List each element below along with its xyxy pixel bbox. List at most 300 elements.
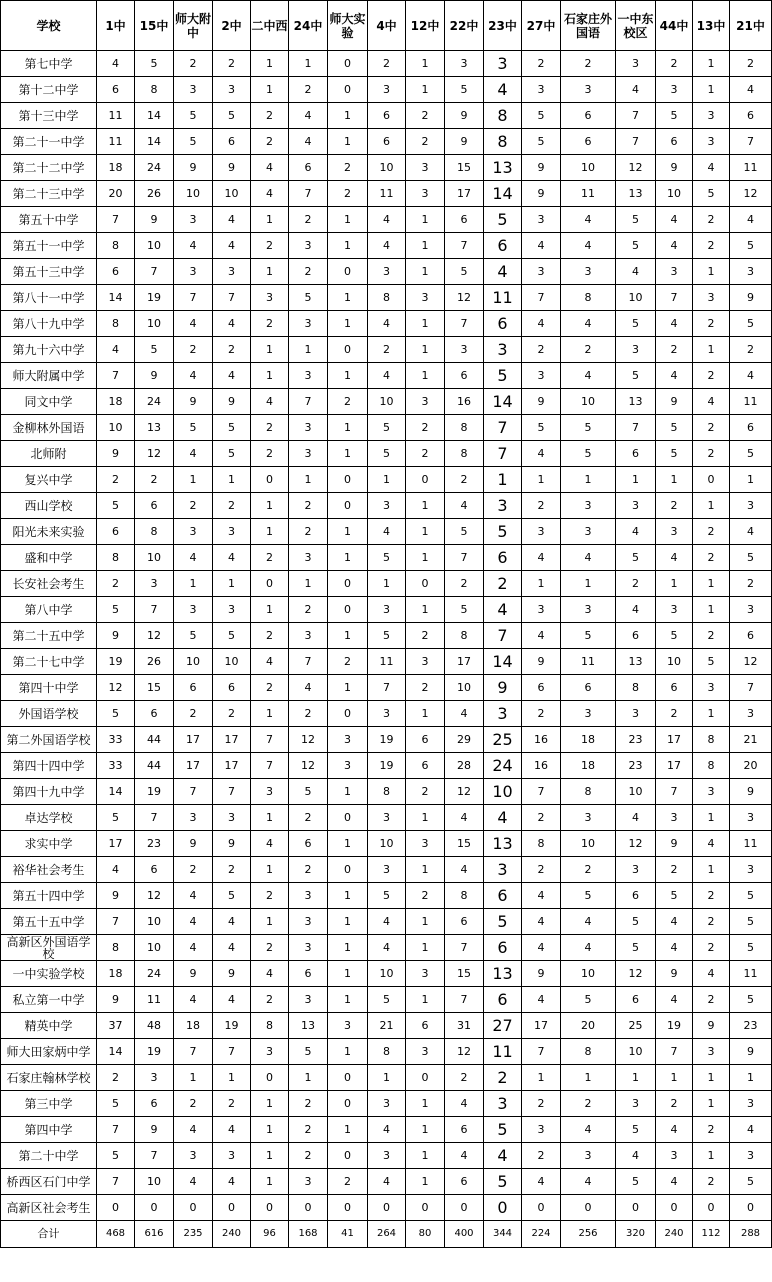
table-row [1, 1013, 772, 1039]
quota-cell: 4 [561, 233, 616, 259]
quota-cell: 48 [135, 1013, 174, 1039]
quota-cell: 3 [693, 285, 730, 311]
quota-cell: 26 [135, 181, 174, 207]
quota-cell: 5 [484, 363, 522, 389]
school-name-cell: 一中实验学校 [1, 961, 97, 987]
quota-cell: 1 [693, 1065, 730, 1091]
column-header: 一中东校区 [616, 1, 656, 51]
quota-cell: 7 [97, 909, 135, 935]
quota-cell: 1 [328, 233, 368, 259]
quota-cell: 4 [561, 1117, 616, 1143]
quota-cell: 11 [561, 181, 616, 207]
quota-cell: 4 [656, 207, 693, 233]
table-row [1, 1143, 772, 1169]
column-header: 师大附中 [174, 1, 213, 51]
quota-cell: 2 [561, 857, 616, 883]
quota-cell: 4 [693, 155, 730, 181]
quota-cell: 4 [368, 233, 406, 259]
quota-cell: 4 [522, 883, 561, 909]
quota-cell: 3 [656, 805, 693, 831]
quota-cell: 23 [616, 727, 656, 753]
quota-cell: 2 [656, 51, 693, 77]
quota-cell: 5 [616, 363, 656, 389]
quota-cell: 1 [693, 857, 730, 883]
quota-cell: 1 [406, 909, 445, 935]
quota-cell: 3 [561, 77, 616, 103]
quota-cell: 7 [213, 285, 251, 311]
quota-cell: 9 [522, 649, 561, 675]
quota-cell: 15 [445, 155, 484, 181]
quota-cell: 3 [522, 597, 561, 623]
quota-cell: 24 [135, 155, 174, 181]
quota-cell: 19 [135, 779, 174, 805]
quota-cell: 2 [251, 311, 289, 337]
quota-cell: 10 [135, 935, 174, 961]
quota-cell: 10 [656, 181, 693, 207]
quota-cell: 2 [693, 987, 730, 1013]
quota-cell: 3 [289, 363, 328, 389]
quota-cell: 3 [693, 103, 730, 129]
quota-cell: 4 [174, 363, 213, 389]
school-name-cell: 裕华社会考生 [1, 857, 97, 883]
quota-cell: 5 [730, 545, 772, 571]
table-row [1, 675, 772, 701]
quota-cell: 4 [251, 831, 289, 857]
quota-cell: 19 [135, 1039, 174, 1065]
quota-cell: 1 [251, 909, 289, 935]
quota-cell: 14 [484, 181, 522, 207]
quota-cell: 8 [445, 623, 484, 649]
quota-cell: 19 [656, 1013, 693, 1039]
quota-cell: 1 [616, 1065, 656, 1091]
quota-cell: 11 [730, 389, 772, 415]
quota-cell: 1 [328, 831, 368, 857]
quota-cell: 4 [368, 1117, 406, 1143]
quota-cell: 9 [730, 779, 772, 805]
quota-cell: 1 [656, 571, 693, 597]
quota-cell: 24 [484, 753, 522, 779]
quota-cell: 3 [368, 857, 406, 883]
quota-cell: 19 [368, 727, 406, 753]
quota-cell: 1 [693, 337, 730, 363]
quota-cell: 2 [522, 701, 561, 727]
quota-cell: 10 [561, 831, 616, 857]
quota-cell: 7 [484, 415, 522, 441]
table-row [1, 571, 772, 597]
quota-cell: 15 [445, 961, 484, 987]
quota-cell: 13 [616, 389, 656, 415]
quota-cell: 5 [368, 441, 406, 467]
quota-cell: 3 [368, 1091, 406, 1117]
quota-cell: 3 [522, 259, 561, 285]
quota-cell: 0 [251, 467, 289, 493]
quota-cell: 4 [213, 311, 251, 337]
quota-cell: 9 [656, 961, 693, 987]
total-cell: 240 [656, 1221, 693, 1248]
quota-cell: 3 [730, 1091, 772, 1117]
quota-cell: 4 [174, 1169, 213, 1195]
total-cell: 80 [406, 1221, 445, 1248]
quota-cell: 5 [616, 311, 656, 337]
quota-cell: 4 [484, 77, 522, 103]
quota-cell: 3 [213, 77, 251, 103]
quota-cell: 5 [522, 415, 561, 441]
quota-cell: 15 [135, 675, 174, 701]
quota-cell: 1 [406, 1117, 445, 1143]
quota-cell: 4 [522, 545, 561, 571]
quota-cell: 2 [730, 571, 772, 597]
quota-cell: 5 [484, 909, 522, 935]
quota-cell: 2 [522, 857, 561, 883]
quota-cell: 7 [484, 441, 522, 467]
quota-cell: 9 [97, 883, 135, 909]
total-cell: 264 [368, 1221, 406, 1248]
quota-cell: 5 [135, 337, 174, 363]
quota-cell: 5 [445, 259, 484, 285]
quota-cell: 1 [406, 1091, 445, 1117]
quota-cell: 4 [368, 935, 406, 961]
quota-cell: 7 [730, 129, 772, 155]
quota-cell: 5 [561, 441, 616, 467]
quota-cell: 9 [97, 623, 135, 649]
quota-cell: 10 [135, 233, 174, 259]
quota-cell: 4 [561, 935, 616, 961]
table-row [1, 389, 772, 415]
quota-cell: 5 [616, 207, 656, 233]
quota-cell: 1 [328, 987, 368, 1013]
quota-cell: 5 [97, 493, 135, 519]
quota-cell: 3 [251, 285, 289, 311]
quota-cell: 9 [445, 129, 484, 155]
quota-cell: 4 [484, 597, 522, 623]
quota-cell: 12 [616, 155, 656, 181]
quota-cell: 7 [445, 935, 484, 961]
school-name-cell: 第二十二中学 [1, 155, 97, 181]
quota-cell: 5 [97, 597, 135, 623]
school-name-cell: 第二十七中学 [1, 649, 97, 675]
quota-cell: 1 [251, 1091, 289, 1117]
quota-cell: 4 [561, 311, 616, 337]
quota-cell: 4 [522, 909, 561, 935]
table-row [1, 753, 772, 779]
quota-cell: 5 [730, 233, 772, 259]
quota-cell: 2 [289, 259, 328, 285]
quota-cell: 29 [445, 727, 484, 753]
quota-cell: 13 [484, 831, 522, 857]
quota-cell: 2 [406, 675, 445, 701]
quota-cell: 9 [135, 1117, 174, 1143]
school-name-cell: 第八中学 [1, 597, 97, 623]
quota-cell: 13 [135, 415, 174, 441]
quota-cell: 6 [484, 935, 522, 961]
quota-cell: 23 [135, 831, 174, 857]
quota-cell: 5 [368, 623, 406, 649]
quota-cell: 3 [484, 337, 522, 363]
quota-cell: 3 [561, 1143, 616, 1169]
quota-cell: 4 [730, 77, 772, 103]
quota-cell: 8 [368, 1039, 406, 1065]
school-name-cell: 卓达学校 [1, 805, 97, 831]
quota-cell: 3 [730, 805, 772, 831]
quota-cell: 19 [135, 285, 174, 311]
table-row [1, 701, 772, 727]
quota-cell: 4 [730, 363, 772, 389]
quota-cell: 1 [693, 259, 730, 285]
quota-cell: 0 [445, 1195, 484, 1221]
quota-cell: 8 [135, 77, 174, 103]
quota-cell: 4 [561, 207, 616, 233]
quota-cell: 0 [693, 1195, 730, 1221]
quota-cell: 1 [289, 467, 328, 493]
quota-cell: 2 [328, 389, 368, 415]
quota-cell: 5 [522, 129, 561, 155]
quota-cell: 6 [616, 623, 656, 649]
quota-cell: 0 [251, 1195, 289, 1221]
quota-cell: 0 [97, 1195, 135, 1221]
quota-cell: 9 [213, 389, 251, 415]
quota-cell: 4 [445, 493, 484, 519]
quota-cell: 4 [445, 805, 484, 831]
quota-cell: 2 [693, 1169, 730, 1195]
quota-cell: 6 [656, 675, 693, 701]
quota-cell: 5 [484, 1117, 522, 1143]
quota-cell: 5 [97, 1143, 135, 1169]
quota-cell: 5 [445, 519, 484, 545]
quota-cell: 0 [328, 493, 368, 519]
quota-cell: 7 [616, 415, 656, 441]
quota-cell: 3 [174, 207, 213, 233]
quota-cell: 2 [328, 181, 368, 207]
quota-cell: 2 [289, 207, 328, 233]
school-name-cell: 桥西区石门中学 [1, 1169, 97, 1195]
quota-cell: 6 [289, 155, 328, 181]
quota-cell: 33 [97, 753, 135, 779]
quota-cell: 1 [328, 363, 368, 389]
quota-cell: 4 [289, 129, 328, 155]
quota-cell: 12 [445, 285, 484, 311]
quota-cell: 0 [656, 1195, 693, 1221]
quota-cell: 7 [97, 1117, 135, 1143]
quota-cell: 1 [693, 493, 730, 519]
quota-cell: 2 [730, 337, 772, 363]
quota-cell: 3 [522, 77, 561, 103]
quota-cell: 9 [445, 103, 484, 129]
quota-cell: 0 [328, 1195, 368, 1221]
quota-cell: 3 [213, 259, 251, 285]
quota-cell: 8 [97, 311, 135, 337]
quota-cell: 1 [251, 519, 289, 545]
quota-cell: 6 [368, 129, 406, 155]
column-header: 27中 [522, 1, 561, 51]
quota-cell: 12 [289, 727, 328, 753]
quota-cell: 3 [484, 701, 522, 727]
column-header: 二中西 [251, 1, 289, 51]
quota-cell: 3 [289, 415, 328, 441]
quota-cell: 3 [174, 597, 213, 623]
quota-cell: 5 [368, 883, 406, 909]
quota-cell: 11 [561, 649, 616, 675]
quota-cell: 5 [135, 51, 174, 77]
quota-cell: 1 [693, 77, 730, 103]
column-header: 1中 [97, 1, 135, 51]
quota-cell: 1 [406, 207, 445, 233]
quota-cell: 10 [616, 779, 656, 805]
quota-cell: 3 [135, 571, 174, 597]
quota-cell: 10 [561, 155, 616, 181]
quota-cell: 25 [616, 1013, 656, 1039]
quota-cell: 3 [368, 259, 406, 285]
quota-cell: 4 [251, 389, 289, 415]
quota-cell: 9 [730, 285, 772, 311]
quota-cell: 3 [368, 597, 406, 623]
school-name-cell: 高新区社会考生 [1, 1195, 97, 1221]
total-cell: 288 [730, 1221, 772, 1248]
quota-cell: 1 [616, 467, 656, 493]
quota-cell: 2 [445, 1065, 484, 1091]
quota-cell: 3 [289, 987, 328, 1013]
quota-cell: 4 [213, 363, 251, 389]
quota-cell: 0 [406, 571, 445, 597]
quota-cell: 4 [616, 519, 656, 545]
quota-cell: 6 [213, 129, 251, 155]
quota-cell: 4 [213, 207, 251, 233]
total-cell: 240 [213, 1221, 251, 1248]
table-row [1, 233, 772, 259]
quota-cell: 6 [97, 77, 135, 103]
quota-cell: 44 [135, 753, 174, 779]
quota-cell: 0 [328, 597, 368, 623]
quota-cell: 2 [693, 623, 730, 649]
quota-cell: 1 [406, 311, 445, 337]
quota-cell: 2 [174, 493, 213, 519]
table-row [1, 181, 772, 207]
quota-cell: 1 [406, 805, 445, 831]
quota-cell: 4 [174, 441, 213, 467]
quota-cell: 27 [484, 1013, 522, 1039]
quota-cell: 4 [97, 51, 135, 77]
quota-cell: 4 [368, 363, 406, 389]
quota-cell: 2 [97, 1065, 135, 1091]
quota-cell: 12 [289, 753, 328, 779]
quota-cell: 2 [289, 493, 328, 519]
school-name-cell: 第五十三中学 [1, 259, 97, 285]
quota-cell: 3 [616, 857, 656, 883]
column-header: 22中 [445, 1, 484, 51]
quota-cell: 2 [251, 441, 289, 467]
school-name-cell: 求实中学 [1, 831, 97, 857]
school-name-cell: 私立第一中学 [1, 987, 97, 1013]
quota-cell: 8 [97, 545, 135, 571]
quota-cell: 4 [693, 961, 730, 987]
quota-cell: 5 [174, 103, 213, 129]
quota-cell: 3 [730, 597, 772, 623]
quota-cell: 1 [328, 883, 368, 909]
quota-cell: 3 [289, 883, 328, 909]
quota-cell: 3 [616, 337, 656, 363]
quota-cell: 5 [97, 805, 135, 831]
quota-cell: 3 [406, 285, 445, 311]
quota-cell: 5 [174, 129, 213, 155]
quota-cell: 1 [406, 857, 445, 883]
quota-cell: 1 [251, 805, 289, 831]
quota-cell: 6 [445, 207, 484, 233]
table-row [1, 311, 772, 337]
quota-cell: 2 [251, 987, 289, 1013]
quota-cell: 14 [135, 103, 174, 129]
quota-cell: 20 [561, 1013, 616, 1039]
quota-cell: 2 [213, 857, 251, 883]
quota-cell: 10 [368, 831, 406, 857]
quota-cell: 0 [328, 337, 368, 363]
quota-cell: 1 [693, 51, 730, 77]
quota-cell: 6 [289, 831, 328, 857]
quota-cell: 6 [484, 311, 522, 337]
quota-cell: 2 [693, 233, 730, 259]
school-name-cell: 第二十一中学 [1, 129, 97, 155]
quota-cell: 2 [135, 467, 174, 493]
quota-cell: 4 [368, 519, 406, 545]
quota-cell: 1 [251, 1169, 289, 1195]
quota-cell: 3 [656, 259, 693, 285]
quota-cell: 0 [522, 1195, 561, 1221]
quota-cell: 4 [522, 441, 561, 467]
quota-cell: 2 [251, 415, 289, 441]
quota-cell: 10 [656, 649, 693, 675]
quota-cell: 9 [522, 389, 561, 415]
quota-cell: 6 [561, 103, 616, 129]
quota-cell: 4 [174, 987, 213, 1013]
quota-cell: 1 [730, 1065, 772, 1091]
quota-cell: 26 [135, 649, 174, 675]
school-name-cell: 第三中学 [1, 1091, 97, 1117]
quota-cell: 20 [97, 181, 135, 207]
quota-cell: 2 [289, 857, 328, 883]
table-row [1, 259, 772, 285]
quota-cell: 4 [561, 363, 616, 389]
quota-cell: 1 [251, 701, 289, 727]
quota-cell: 3 [693, 675, 730, 701]
table-row [1, 597, 772, 623]
quota-cell: 4 [616, 77, 656, 103]
quota-cell: 3 [251, 1039, 289, 1065]
table-row [1, 1117, 772, 1143]
quota-cell: 7 [135, 597, 174, 623]
total-cell: 344 [484, 1221, 522, 1248]
header-row [1, 1, 772, 51]
quota-cell: 12 [135, 883, 174, 909]
quota-cell: 1 [406, 337, 445, 363]
quota-cell: 3 [213, 1143, 251, 1169]
school-name-cell: 第八十一中学 [1, 285, 97, 311]
quota-cell: 0 [328, 1065, 368, 1091]
quota-cell: 1 [730, 467, 772, 493]
quota-cell: 2 [406, 883, 445, 909]
quota-cell: 0 [328, 1091, 368, 1117]
quota-cell: 1 [328, 961, 368, 987]
quota-cell: 4 [656, 909, 693, 935]
quota-cell: 5 [616, 935, 656, 961]
quota-cell: 1 [368, 1065, 406, 1091]
quota-cell: 19 [97, 649, 135, 675]
quota-cell: 4 [445, 857, 484, 883]
quota-cell: 3 [730, 857, 772, 883]
quota-cell: 16 [445, 389, 484, 415]
quota-cell: 17 [445, 649, 484, 675]
quota-cell: 44 [135, 727, 174, 753]
table-row [1, 363, 772, 389]
quota-cell: 21 [368, 1013, 406, 1039]
quota-cell: 6 [97, 259, 135, 285]
